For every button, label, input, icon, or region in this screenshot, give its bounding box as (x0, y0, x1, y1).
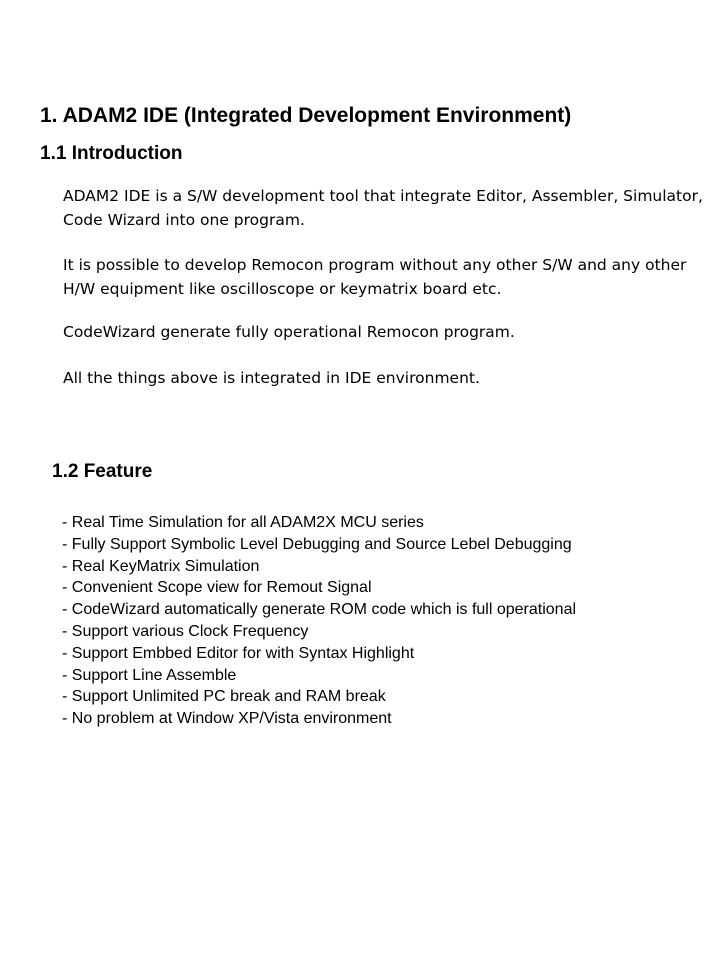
feature-item: - Real Time Simulation for all ADAM2X MCU series (62, 514, 424, 531)
page-title: 1. ADAM2 IDE (Integrated Development Environment) (40, 104, 572, 127)
feature-item: - Support various Clock Frequency (62, 622, 309, 640)
feature-item: - Convenient Scope view for Remout Signal (62, 579, 372, 597)
feature-item: - No problem at Window XP/Vista environment (62, 710, 392, 728)
feature-item: - Support Unlimited PC break and RAM break (62, 688, 386, 706)
intro-paragraph: It is possible to develop Remocon program without any other S/W and any other H/W equipment like oscilloscope or keymatrix board etc. (63, 256, 687, 298)
feature-item: - Support Embbed Editor for with Syntax Highlight (62, 644, 415, 662)
introduction-heading: 1.1 Introduction (40, 143, 183, 164)
intro-paragraph: All the things above is integrated in IDE environment. (63, 369, 480, 387)
intro-paragraph: CodeWizard generate fully operational Remocon program. (63, 323, 515, 341)
feature-item: - Real KeyMatrix Simulation (62, 557, 260, 575)
feature-item: - Support Line Assemble (62, 666, 237, 684)
feature-item: - Fully Support Symbolic Level Debugging and Source Lebel Debugging (62, 535, 572, 553)
feature-list (62, 512, 576, 730)
feature-heading: 1.2 Feature (52, 461, 153, 482)
feature-item: - CodeWizard automatically generate ROM code which is full operational (62, 601, 577, 619)
intro-paragraph: ADAM2 IDE is a S/W development tool that integrate Editor, Assembler, Simulator, Code Wizard into one program. (63, 187, 703, 229)
